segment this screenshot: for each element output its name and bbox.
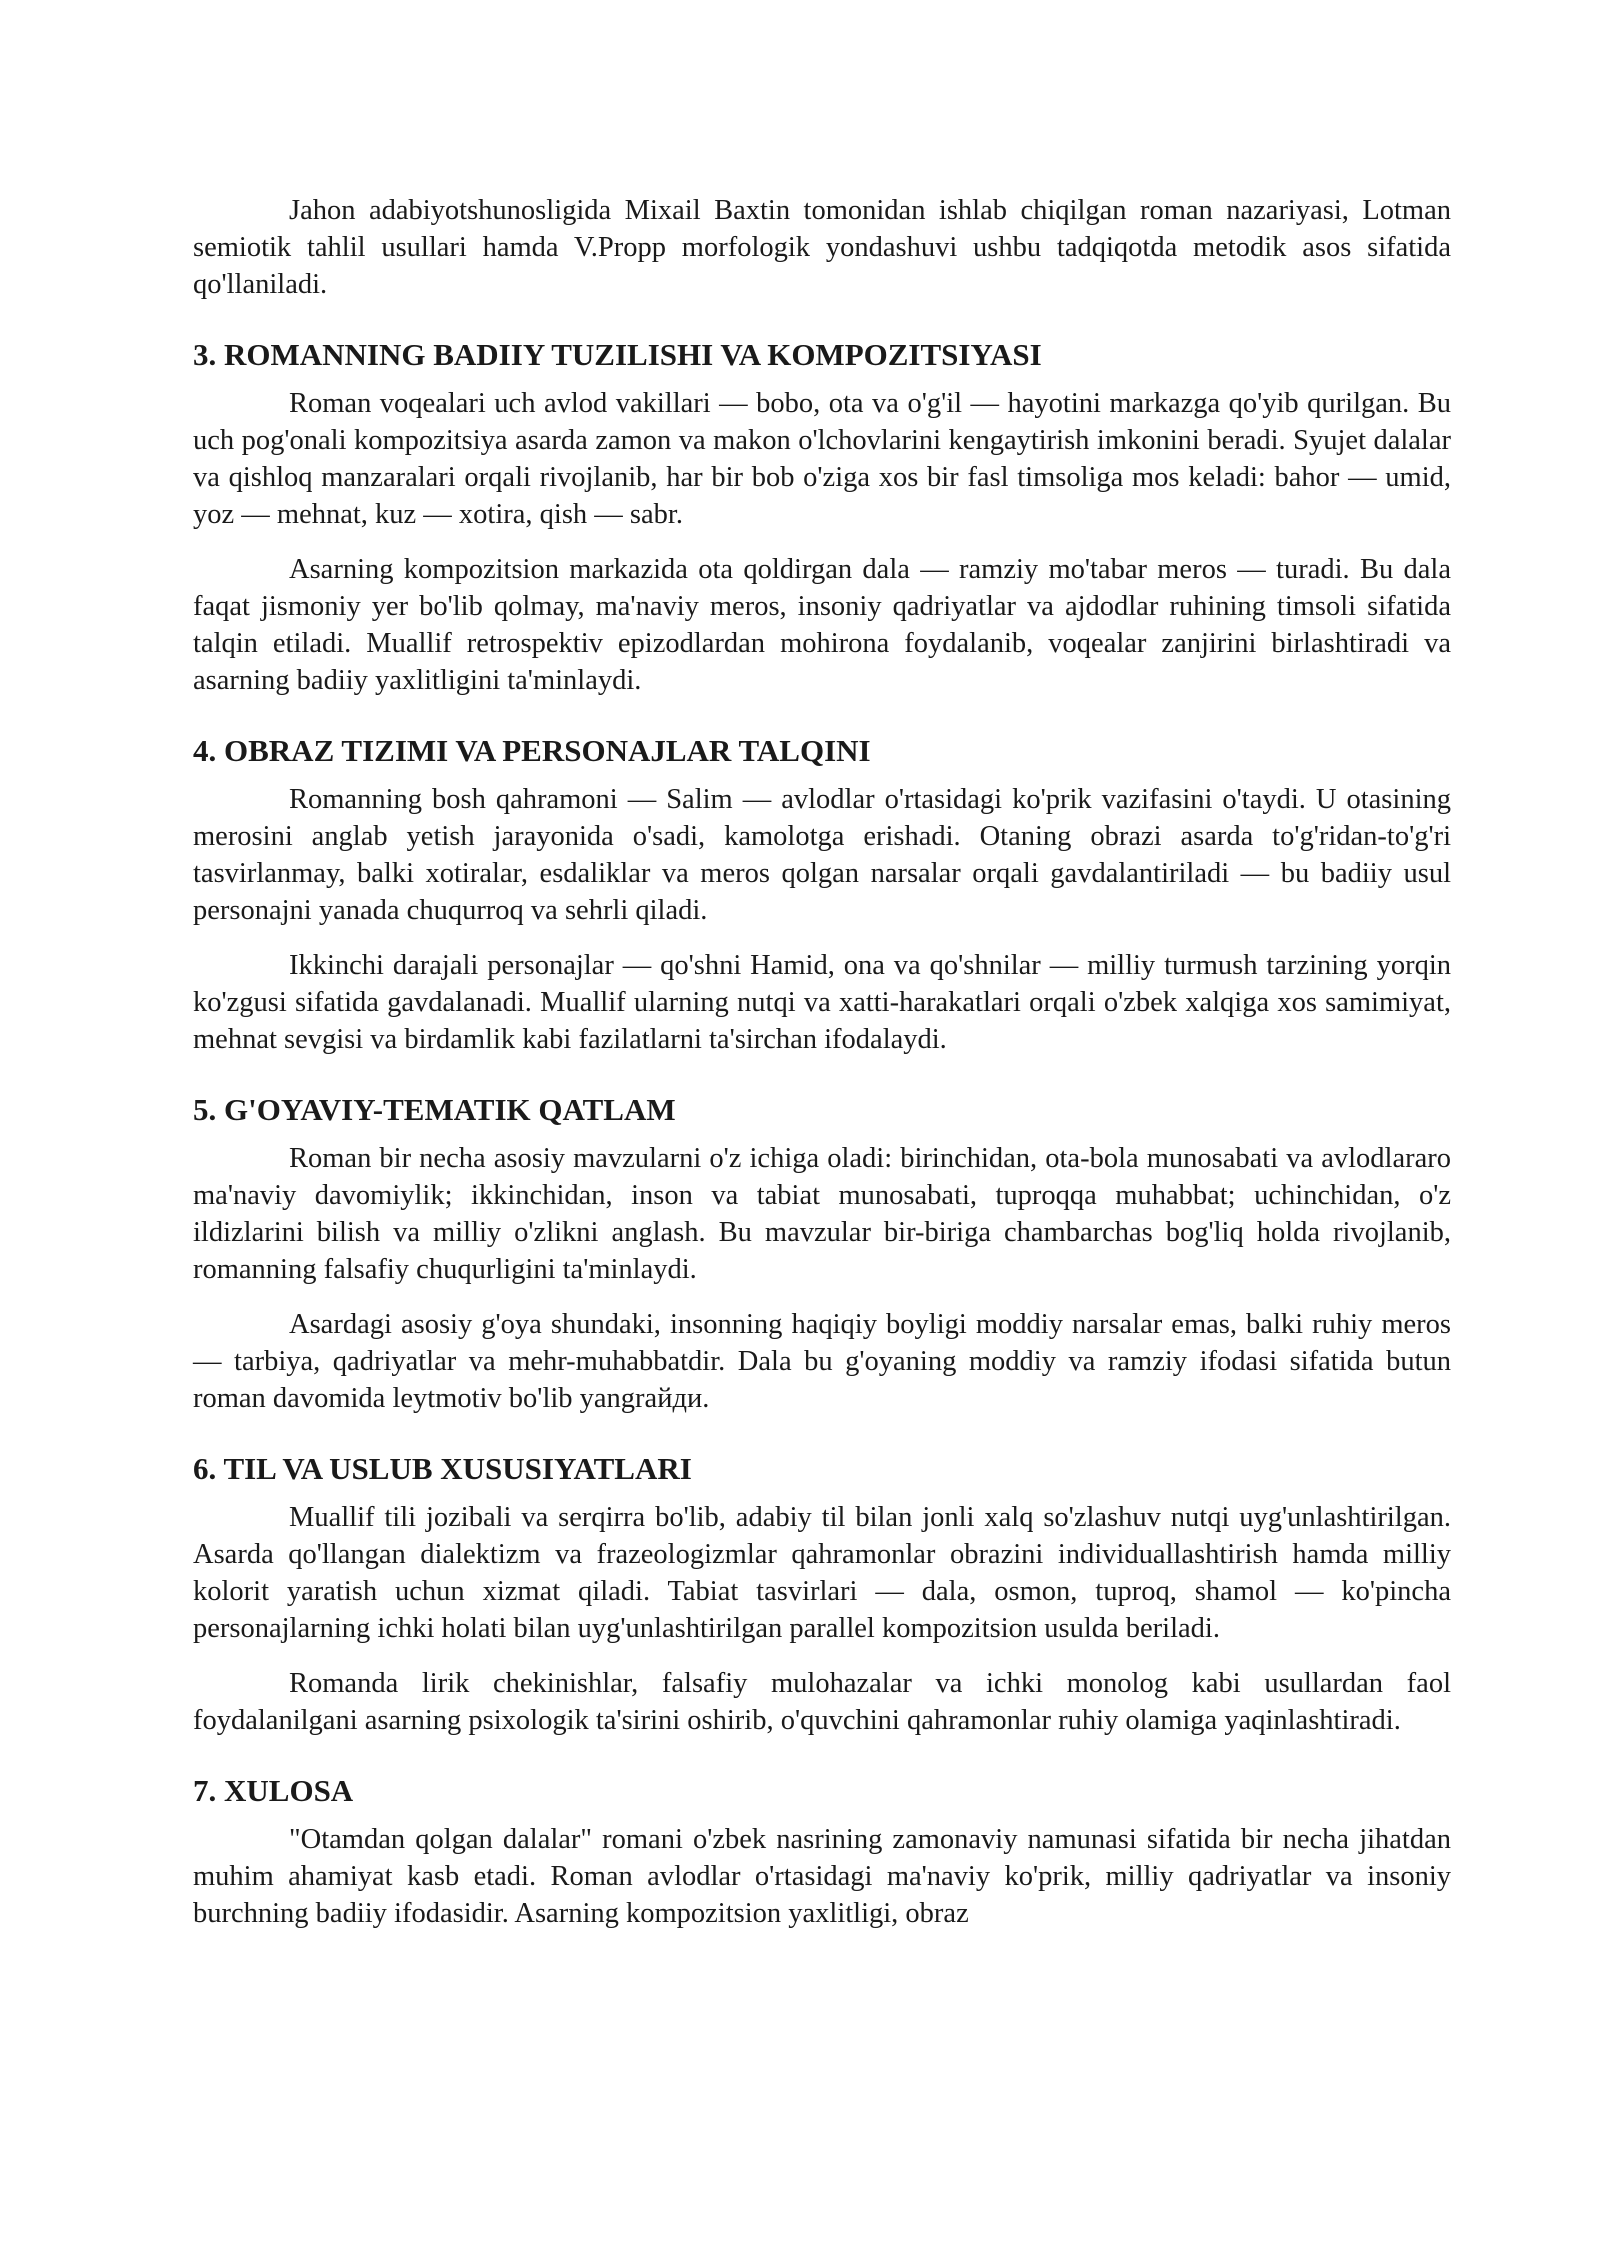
- paragraph: Romanning bosh qahramoni — Salim — avlodlar o'rtasidagi ko'prik vazifasini o'taydi. U otasining merosini anglab yetish jarayonida o'sadi, kamolotga erishadi. Otaning obrazi asarda to'g'ridan-to'g'ri tasvirlanmay, balki xotiralar, esdaliklar va meros qolgan narsalar orqali gavdalantiriladi — bu badiiy usul personajni yanada chuqurroq va sehrli qiladi.: [193, 784, 1451, 926]
- section-heading: 7. XULOSA: [193, 1773, 354, 1808]
- paragraph: Ikkinchi darajali personajlar — qo'shni Hamid, ona va qo'shnilar — milliy turmush tarzining yorqin ko'zgusi sifatida gavdalanadi. Muallif ularning nutqi va xatti-harakatlari orqali o'zbek xalqiga xos samimiyat, mehnat sevgisi va birdamlik kabi fazilatlarni ta'sirchan ifodalaydi.: [193, 950, 1451, 1055]
- section-heading: 5. G'OYAVIY-TEMATIK QATLAM: [193, 1092, 676, 1127]
- paragraph: Roman bir necha asosiy mavzularni o'z ichiga oladi: birinchidan, ota-bola munosabati va avlodlararo ma'naviy davomiylik; ikkinchidan, inson va tabiat munosabati, tuproqqa muhabbat; uchinchidan, o'z ildizlarini bilish va milliy o'zlikni anglash. Bu mavzular bir-biriga chambarchas bog'liq holda rivojlanib, romanning falsafiy chuqurligini ta'minlaydi.: [193, 1143, 1451, 1285]
- section-composition: [193, 335, 1451, 699]
- section-style: [193, 1449, 1451, 1739]
- paragraph: Asardagi asosiy g'oya shundaki, insonning haqiqiy boyligi moddiy narsalar emas, balki ruhiy meros — tarbiya, qadriyatlar va mehr-muhabbatdir. Dala bu g'oyaning moddiy va ramziy ifodasi sifatida butun roman davomida leytmotiv bo'lib yangraйди.: [193, 1309, 1451, 1414]
- section-characters: [193, 731, 1451, 1058]
- paragraph: Roman voqealari uch avlod vakillari — bobo, ota va o'g'il — hayotini markazga qo'yib qurilgan. Bu uch pog'onali kompozitsiya asarda zamon va makon o'lchovlarini kengaytirish imkonini beradi. Syujet dalalar va qishloq manzaralari orqali rivojlanib, har bir bob o'ziga xos bir fasl timsoliga mos keladi: bahor — umid, yoz — mehnat, kuz — xotira, qish — sabr.: [193, 388, 1451, 530]
- section-themes: [193, 1090, 1451, 1417]
- paragraph: Romanda lirik chekinishlar, falsafiy mulohazalar va ichki monolog kabi usullardan faol foydalanilgani asarning psixologik ta'sirini oshirib, o'quvchini qahramonlar ruhiy olamiga yaqinlashtiradi.: [193, 1668, 1451, 1736]
- paragraph: Muallif tili jozibali va serqirra bo'lib, adabiy til bilan jonli xalq so'zlashuv nutqi uyg'unlashtirilgan. Asarda qo'llangan dialektizm va frazeologizmlar qahramonlar obrazini individuallashtirish hamda milliy kolorit yaratish uchun xizmat qiladi. Tabiat tasvirlari — dala, osmon, tuproq, shamol — ko'pincha personajlarning ichki holati bilan uyg'unlashtirilgan parallel kompozitsion usulda beriladi.: [193, 1502, 1451, 1644]
- section-conclusion: [193, 1771, 1451, 1932]
- section-heading: 6. TIL VA USLUB XUSUSIYATLARI: [193, 1451, 692, 1486]
- paragraph: Asarning kompozitsion markazida ota qoldirgan dala — ramziy mo'tabar meros — turadi. Bu dala faqat jismoniy yer bo'lib qolmay, ma'naviy meros, insoniy qadriyatlar va ajdodlar ruhining timsoli sifatida talqin etiladi. Muallif retrospektiv epizodlardan mohirona foydalanib, voqealar zanjirini birlashtiradi va asarning badiiy yaxlitligini ta'minlaydi.: [193, 554, 1451, 696]
- section-heading: 4. OBRAZ TIZIMI VA PERSONAJLAR TALQINI: [193, 733, 871, 768]
- intro-paragraph: Jahon adabiyotshunosligida Mixail Baxtin tomonidan ishlab chiqilgan roman nazariyasi, Lotman semiotik tahlil usullari hamda V.Propp morfologik yondashuvi ushbu tadqiqotda metodik asos sifatida qo'llaniladi.: [193, 195, 1451, 300]
- paragraph: "Otamdan qolgan dalalar" romani o'zbek nasrining zamonaviy namunasi sifatida bir necha jihatdan muhim ahamiyat kasb etadi. Roman avlodlar o'rtasidagi ma'naviy ko'prik, milliy qadriyatlar va insoniy burchning badiiy ifodasidir. Asarning kompozitsion yaxlitligi, obraz: [193, 1824, 1451, 1929]
- section-heading: 3. ROMANNING BADIIY TUZILISHI VA KOMPOZITSIYASI: [193, 337, 1042, 372]
